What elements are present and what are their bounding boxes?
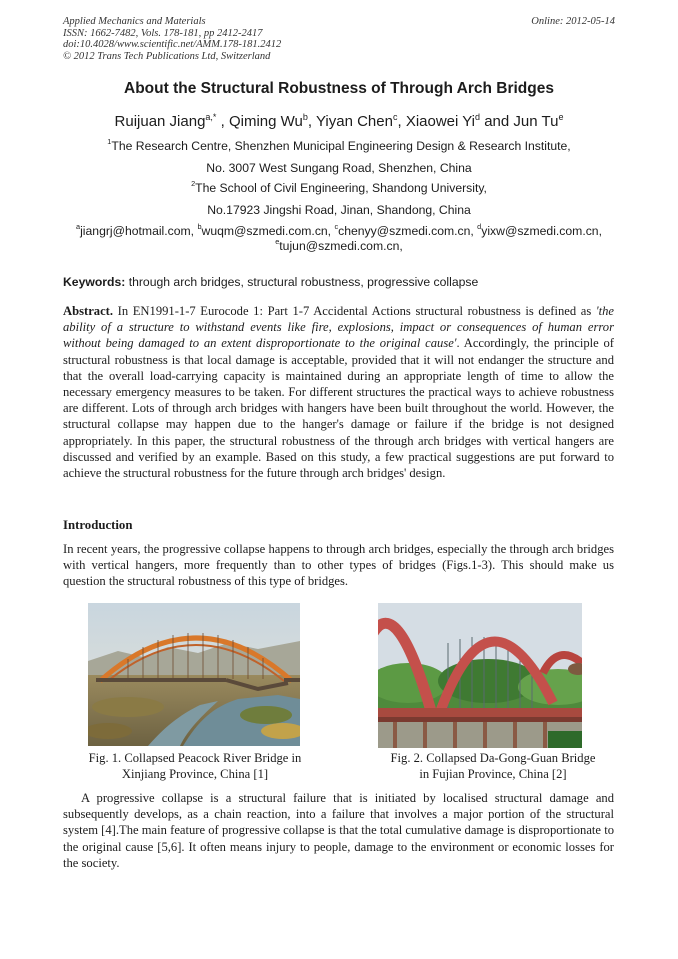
- online-date: Online: 2012-05-14: [531, 16, 615, 27]
- email-list: [63, 224, 615, 254]
- affiliation-2-line-1: [0, 181, 678, 195]
- email-sup: e: [275, 237, 280, 246]
- caption-line: Xinjiang Province, China [1]: [121, 767, 269, 781]
- issn-line: ISSN: 1662-7482, Vols. 178-181, pp 2412-2417: [63, 27, 263, 39]
- journal-header: [63, 16, 281, 62]
- abstract-text: . Accordingly, the principle of structural robustness is that local damage is acceptable, provided that it will not endanger the structure and that the overall load-carrying capacity is maintained during an appropriate length of time to allow the necessary emergency measures to be taken. For different structures the practical ways to achieve robustness are different. Lots of through arch bridges with hangers have been built throughout the world. However, the structural collapse may happen due to the hanger's damage or failure if the bridge is not designed appropriately. In this paper, the structural robustness of the through arch bridges with vertical hangers are discussed and verified by an example. Based on this study, a few practical suggestions are put forward to achieve the structural robustness for the future through arch bridges' design.: [63, 336, 614, 481]
- author-sep: ,: [216, 113, 229, 130]
- email-sup: b: [197, 222, 202, 231]
- abstract-label: Abstract.: [63, 304, 114, 318]
- author-sup: e: [558, 112, 564, 122]
- caption-line: Fig. 1. Collapsed Peacock River Bridge in: [88, 751, 302, 765]
- intro-paragraph-1: In recent years, the progressive collapse happens to through arch bridges, especially the through arch bridges with vertical hangers, more frequently than to other types of bridges (Figs.1-3). This should make us question the structural robustness of this type of bridges.: [63, 542, 614, 589]
- bridge-photo-2: [378, 603, 582, 748]
- author-sup: d: [475, 112, 481, 122]
- author-sup: a,*: [205, 112, 217, 122]
- keywords-line: [63, 275, 623, 289]
- abstract-paragraph: [63, 303, 614, 481]
- author-name: Xiaowei Yi: [405, 113, 476, 130]
- figure-2-photo: [378, 603, 582, 748]
- affiliation-1-line-1: [0, 139, 678, 153]
- abstract-text: In EN1991-1-7 Eurocode 1: Part 1-7 Accidental Actions structural robustness is defined as: [113, 304, 596, 318]
- abstract-quote: 'the ability of a structure to withstand events like fire, explosions, impact or consequences of human error without being damaged to an extent disproportionate to the original cause': [63, 304, 614, 351]
- affiliation-text: The School of Civil Engineering, Shandong University,: [195, 181, 487, 195]
- author-name: Yiyan Chen: [315, 113, 393, 130]
- author-sep: ,: [307, 113, 316, 130]
- section-heading-introduction: Introduction: [63, 518, 133, 532]
- author-name: Jun Tu: [513, 113, 559, 130]
- paper-title: About the Structural Robustness of Through Arch Bridges: [124, 80, 554, 97]
- author-sep: ,: [397, 113, 406, 130]
- email-link[interactable]: chenyy@szmedi.com.cn,: [338, 224, 478, 238]
- affiliation-1-line-2: No. 3007 West Sungang Road, Shenzhen, China: [206, 161, 472, 175]
- bridge-photo-1: [88, 603, 300, 746]
- affiliation-sup: 2: [191, 179, 196, 188]
- affiliation-sup: 1: [107, 137, 112, 146]
- email-sup: d: [477, 222, 482, 231]
- figure-2-caption: [363, 750, 623, 782]
- author-sup: b: [302, 112, 308, 122]
- journal-name: Applied Mechanics and Materials: [63, 16, 206, 27]
- doi-line: doi:10.4028/www.scientific.net/AMM.178-181.2412: [63, 39, 282, 50]
- email-sup: c: [334, 222, 339, 231]
- affiliation-text: The Research Centre, Shenzhen Municipal Engineering Design & Research Institute,: [111, 139, 571, 153]
- author-name: Ruijuan Jiang: [114, 113, 206, 130]
- intro-paragraph-2: A progressive collapse is a structural failure that is initiated by localised structural damage and subsequently develops, as a chain reaction, into a failure that involves a major portion of the structural system [4].The main feature of progressive collapse is that the total cumulative damage is disproportionate to the original cause [5,6]. It often means injury to people, damage to the environment or economic losses for the society.: [63, 791, 614, 870]
- author-sup: c: [392, 112, 398, 122]
- figure-1-photo: [88, 603, 300, 746]
- email-link[interactable]: jiangrj@hotmail.com,: [80, 224, 198, 238]
- email-link[interactable]: wuqm@szmedi.com.cn,: [201, 224, 335, 238]
- author-sep: and: [480, 113, 514, 130]
- email-sup: a: [76, 222, 81, 231]
- author-name: Qiming Wu: [228, 113, 303, 130]
- copyright-line: © 2012 Trans Tech Publications Ltd, Switzerland: [63, 50, 271, 62]
- email-link[interactable]: tujun@szmedi.com.cn,: [279, 239, 403, 253]
- author-list: [0, 113, 678, 130]
- keywords-text: through arch bridges, structural robustness, progressive collapse: [125, 275, 479, 289]
- figure-1-caption: [70, 750, 320, 782]
- caption-line: in Fujian Province, China [2]: [419, 767, 567, 781]
- email-link[interactable]: yixw@szmedi.com.cn,: [481, 224, 602, 238]
- keywords-label: Keywords:: [63, 275, 126, 289]
- caption-line: Fig. 2. Collapsed Da-Gong-Guan Bridge: [390, 751, 596, 765]
- affiliation-2-line-2: No.17923 Jingshi Road, Jinan, Shandong, China: [207, 203, 471, 217]
